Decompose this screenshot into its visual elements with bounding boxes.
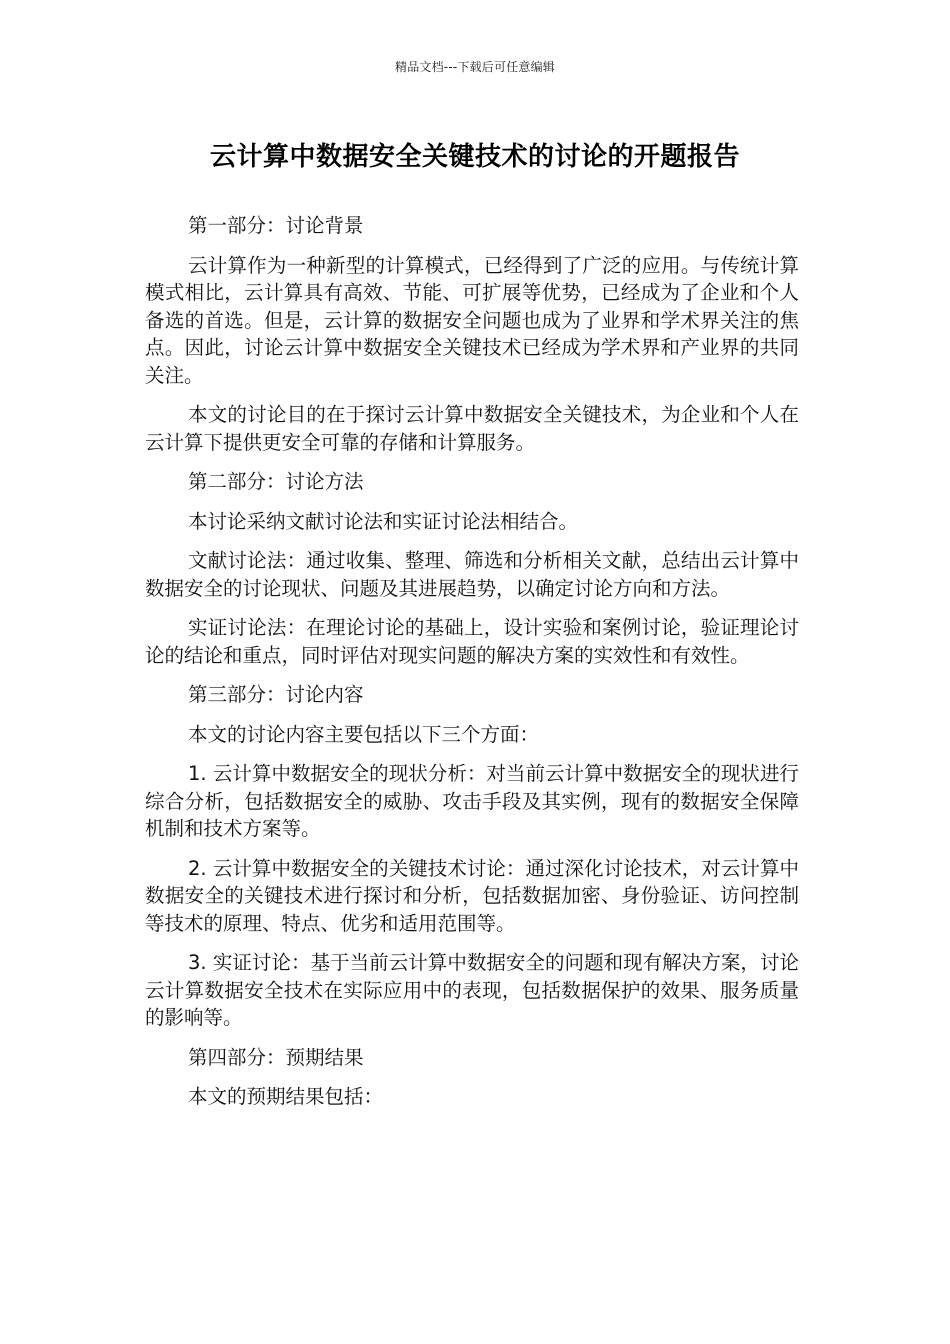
paragraph-expected-intro: 本文的预期结果包括：: [188, 1085, 384, 1108]
paragraph-method-intro: 本讨论采纳文献讨论法和实证讨论法相结合。: [188, 509, 579, 533]
paragraph-literature-method: 文献讨论法：通过收集、整理、筛选和分析相关文献，总结出云计算中数据安全的讨论现状、问题及其进展趋势，以确定讨论方向和方法。: [145, 549, 799, 600]
section-heading-1: 第一部分：讨论背景: [188, 214, 364, 237]
page-header: 精品文档---下载后可任意编辑: [395, 60, 555, 74]
list-item-1: 1. 云计算中数据安全的现状分析：对当前云计算中数据安全的现状进行综合分析，包括数据安全的威胁、攻击手段及其实例，现有的数据安全保障机制和技术方案等。: [145, 762, 799, 840]
section-heading-3: 第三部分：讨论内容: [188, 683, 364, 706]
document-body: [145, 212, 799, 1123]
section-heading-2: 第二部分：讨论方法: [188, 470, 364, 493]
list-item-3: 3. 实证讨论：基于当前云计算中数据安全的问题和现有解决方案，讨论云计算数据安全技术在实际应用中的表现，包括数据保护的效果、服务质量的影响等。: [145, 951, 799, 1029]
list-item-2: 2. 云计算中数据安全的关键技术讨论：通过深化讨论技术，对云计算中数据安全的关键技术进行探讨和分析，包括数据加密、身份验证、访问控制等技术的原理、特点、优劣和适用范围等。: [145, 856, 799, 935]
document-title: 云计算中数据安全关键技术的讨论的开题报告: [209, 142, 740, 172]
paragraph-background: 云计算作为一种新型的计算模式，已经得到了广泛的应用。与传统计算模式相比，云计算具有高效、节能、可扩展等优势，已经成为了企业和个人备选的首选。但是，云计算的数据安全问题也成为了业界和学术界关注的焦点。因此，讨论云计算中数据安全关键技术已经成为学术界和产业界的共同关注。: [145, 253, 799, 387]
section-heading-4: 第四部分：预期结果: [188, 1045, 364, 1069]
paragraph-empirical-method: 实证讨论法：在理论讨论的基础上，设计实验和案例讨论，验证理论讨论的结论和重点，同时评估对现实问题的解决方案的实效性和有效性。: [145, 616, 799, 667]
paragraph-purpose: 本文的讨论目的在于探讨云计算中数据安全关键技术，为企业和个人在云计算下提供更安全可靠的存储和计算服务。: [145, 403, 799, 454]
paragraph-content-intro: 本文的讨论内容主要包括以下三个方面：: [188, 722, 540, 746]
